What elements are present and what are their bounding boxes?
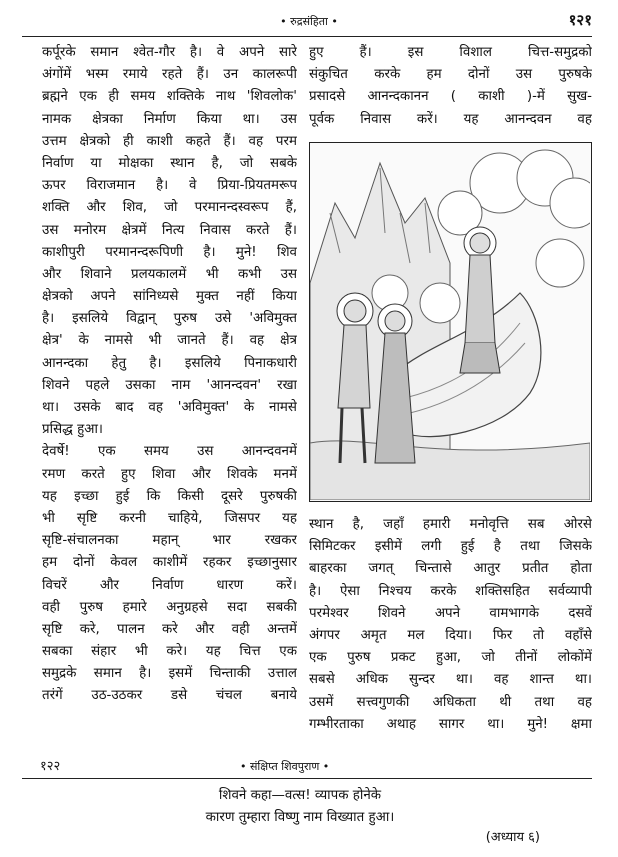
text-line: है। इसलिये विद्वान् पुरुष उसे 'अविमुक्त [42, 311, 297, 327]
text-line: भी सृष्टि करनी चाहिये, जिसपर यह [42, 510, 297, 526]
text-line: ऊपर विराजमान है। वे प्रिया-प्रियतमरूप [42, 178, 297, 194]
text-line: देवर्षे! एक समय उस आनन्दवनमें [42, 444, 297, 460]
running-footer-title: • संक्षिप्त शिवपुराण • [240, 760, 330, 773]
text-line: उसमें सत्त्वगुणकी अधिकता थी तथा वह [309, 694, 592, 710]
header-rule [22, 36, 592, 37]
text-line: काशीपुरी परमानन्दरूपिणी है। मुने! शिव [42, 244, 297, 260]
quote-line: शिवने कहा—वत्स! व्यापक होनेके [218, 788, 382, 803]
text-line: सबका संहार भी करे। यह चित्त एक [42, 644, 297, 660]
text-line: पूर्वक निवास करें। यह आनन्दवन वह [309, 111, 592, 127]
right-column-bottom [309, 514, 592, 736]
text-line: प्रसादसे आनन्दकानन ( काशी )-में सुख- [309, 89, 592, 105]
text-line: नामक क्षेत्रका निर्माण किया था। उस [42, 111, 297, 127]
text-line: समुद्रके समान है। इसमें चिन्ताकी उत्ताल [42, 666, 297, 682]
text-line: ब्रह्मने एक ही समय शक्तिके नाथ 'शिवलोक' [42, 89, 297, 105]
footer-rule [22, 778, 592, 779]
right-column-top [309, 42, 592, 131]
text-line: उत्तम क्षेत्रको ही काशी कहते हैं। वह परम [42, 133, 297, 149]
text-line: सिमिटकर इसीमें लगी हुई है तथा जिसके [309, 539, 592, 555]
text-line: है। ऐसा निश्चय करके शक्तिसहित सर्वव्यापी [309, 583, 592, 599]
text-line: शिवने पहले उसका नाम 'आनन्दवन' रखा [42, 377, 297, 393]
text-line: यह इच्छा हुई कि किसी दूसरे पुरुषकी [42, 488, 297, 504]
vishnu-figure [460, 227, 500, 373]
text-line: गम्भीरताका अथाह सागर था। मुने! क्षमा [309, 716, 592, 732]
text-line: सृष्टि-संचालनका महान् भार रखकर [42, 533, 297, 549]
text-line: तरंगें उठ-उठकर डसे चंचल बनाये [42, 688, 297, 704]
left-column [42, 42, 297, 708]
chapter-reference: (अध्याय ६) [485, 830, 540, 845]
text-line: हम दोनों केवल काशीमें रहकर इच्छानुसार [42, 555, 297, 571]
text-line: था। उसके बाद वह 'अविमुक्त' के नामसे [42, 400, 297, 415]
text-line: अंगोंमें भस्म रमाये रहते हैं। उन कालरूपी [42, 67, 297, 83]
text-line: विचरें और निर्वाण धारण करें। [42, 577, 297, 593]
text-line: बाहरका जगत् चिन्तासे आतुर प्रतीत होता [309, 561, 592, 577]
text-line: एक पुरुष प्रकट हुआ, जो तीनों लोकोंमें [309, 650, 592, 666]
text-line: सृष्टि करे, पालन करे और वही अन्तमें [42, 621, 297, 637]
quote-line: कारण तुम्हारा विष्णु नाम विख्यात हुआ। [205, 810, 395, 825]
text-line: हुए हैं। इस विशाल चित्त-समुद्रको [309, 45, 592, 60]
text-line: स्थान है, जहाँ हमारी मनोवृत्ति सब ओरसे [309, 517, 592, 532]
text-line: आनन्दका हेतु है। इसलिये पिनाकधारी [42, 355, 297, 371]
running-header: • रुद्रसंहिता • [280, 15, 338, 28]
text-line: उस मनोरम क्षेत्रमें नित्य निवास करते हैं। [42, 222, 297, 238]
text-line: क्षेत्र' के नामसे भी जानते हैं। वह क्षेत्र [42, 333, 297, 349]
text-line: अंगपर अमृत मल दिया। फिर तो वहाँसे [309, 627, 592, 643]
text-line: संकुचित करके हम दोनों उस पुरुषके [309, 67, 592, 83]
page-number-top: १२१ [568, 11, 592, 29]
text-line: और शिवाने प्रलयकालमें भी कभी उस [42, 266, 297, 282]
text-line: शक्ति और शिव, जो परमानन्दस्वरूप हैं, [42, 200, 297, 216]
illustration-shiva-shakti-vishnu [309, 142, 592, 502]
text-line: सबसे अधिक सुन्दर था। वह शान्त था। [309, 672, 592, 688]
text-line: क्षेत्रको अपने सांनिध्यसे मुक्त नहीं किया [42, 289, 297, 305]
page-number-bottom: १२२ [40, 759, 61, 774]
text-line: निर्वाण या मोक्षका स्थान है, जो सबके [42, 155, 297, 171]
text-line: परमेश्वर शिवने अपने वामभागके दसवें [309, 605, 592, 621]
text-line: प्रसिद्ध हुआ। [42, 422, 103, 438]
shakti-figure [375, 304, 415, 463]
text-line: वही पुरुष हमारे अनुग्रहसे सदा सबकी [42, 599, 297, 615]
quote-block [50, 785, 550, 829]
text-line: कर्पूरके समान श्वेत-गौर है। वे अपने सारे [42, 45, 297, 60]
text-line: रमण करते हुए शिवा और शिवके मनमें [42, 466, 297, 482]
